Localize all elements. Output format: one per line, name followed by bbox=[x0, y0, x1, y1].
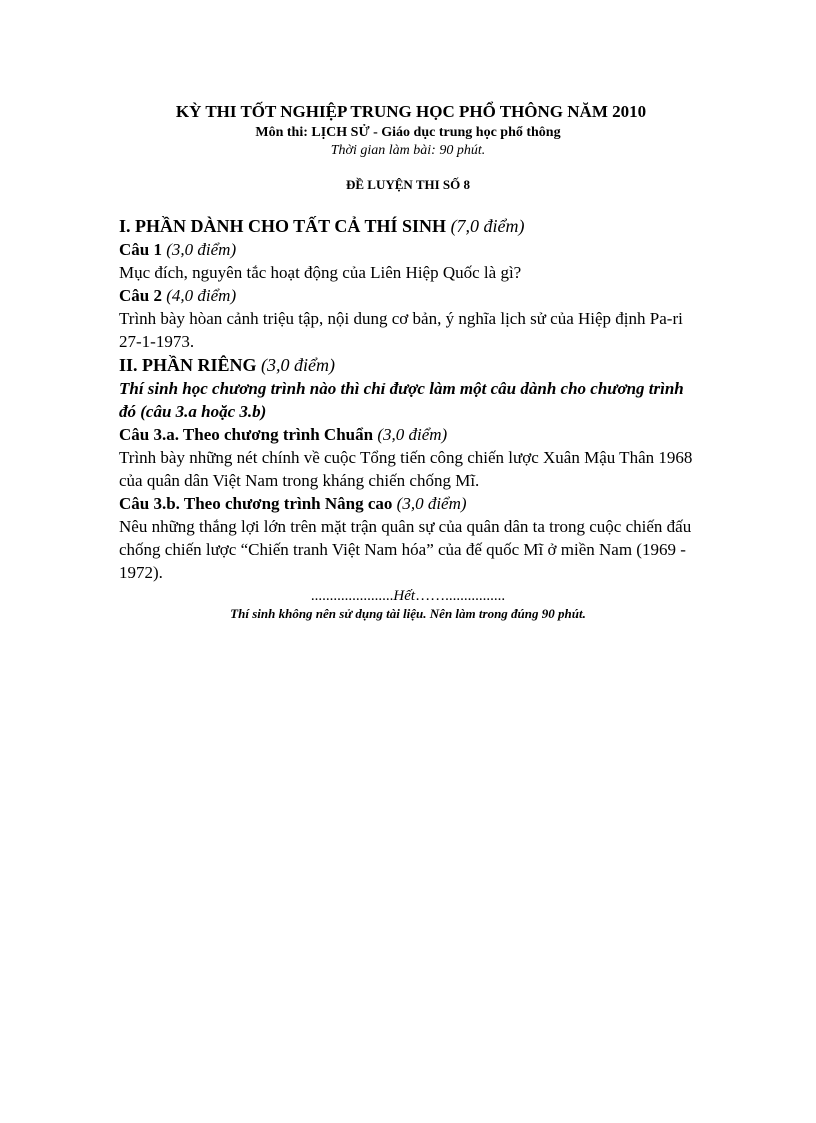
practice-exam-title: ĐỀ LUYỆN THI SỐ 8 bbox=[345, 177, 470, 192]
question-1-text: Mục đích, nguyên tắc hoạt động của Liên Hiệp Quốc là gì? bbox=[119, 263, 522, 282]
question-3b-heading bbox=[119, 492, 704, 515]
time-limit: Thời gian làm bài: 90 phút. bbox=[330, 143, 486, 158]
question-1-points: (3,0 điểm) bbox=[166, 240, 237, 259]
end-word: Hết bbox=[393, 588, 416, 604]
question-3b-points: (3,0 điểm) bbox=[396, 494, 467, 513]
question-2-label: Câu 2 bbox=[119, 286, 162, 305]
end-marker bbox=[0, 587, 816, 605]
end-dots-right: ……................ bbox=[415, 588, 506, 604]
question-2-points: (4,0 điểm) bbox=[166, 286, 237, 305]
section-elective-heading bbox=[119, 353, 704, 377]
question-3a-points: (3,0 điểm) bbox=[377, 425, 448, 444]
question-3a-heading bbox=[119, 423, 704, 446]
question-2-heading bbox=[119, 284, 704, 307]
question-1-label: Câu 1 bbox=[119, 240, 162, 259]
question-2-text: Trình bày hòan cảnh triệu tập, nội dung cơ bản, ý nghĩa lịch sử của Hiệp định Pa-ri 27-1-1973. bbox=[119, 309, 683, 351]
section-common-title: I. PHẦN DÀNH CHO TẤT CẢ THÍ SINH bbox=[119, 216, 447, 236]
question-3a-text: Trình bày những nét chính về cuộc Tổng tiến công chiến lược Xuân Mậu Thân 1968 của quân dân Việt Nam trong kháng chiến chống Mĩ. bbox=[119, 448, 693, 490]
section-elective-instruction: Thí sinh học chương trình nào thì chỉ được làm một câu dành cho chương trình đó (câu 3.a hoặc 3.b) bbox=[119, 379, 684, 421]
question-3b-text: Nêu những thắng lợi lớn trên mặt trận quân sự của quân dân ta trong cuộc chiến đấu chống chiến lược “Chiến tranh Việt Nam hóa” của đế quốc Mĩ ở miền Nam (1969 - 1972). bbox=[119, 517, 692, 582]
section-common-points: (7,0 điểm) bbox=[450, 216, 525, 236]
section-elective-points: (3,0 điểm) bbox=[261, 355, 335, 375]
question-1-heading bbox=[119, 238, 704, 261]
section-elective-title: II. PHẦN RIÊNG bbox=[119, 355, 257, 375]
question-3b-label: Câu 3.b. Theo chương trình Nâng cao bbox=[119, 494, 393, 513]
exam-title: KỲ THI TỐT NGHIỆP TRUNG HỌC PHỔ THÔNG NĂM 2010 bbox=[175, 102, 647, 121]
footer-note: Thí sinh không nên sử dụng tài liệu. Nên làm trong đúng 90 phút. bbox=[230, 606, 586, 621]
end-dots-left: ...................... bbox=[310, 588, 394, 604]
section-common-heading bbox=[119, 214, 704, 238]
exam-header bbox=[0, 100, 816, 194]
exam-body bbox=[119, 214, 704, 584]
exam-footer bbox=[0, 587, 816, 623]
question-3a-label: Câu 3.a. Theo chương trình Chuẩn bbox=[119, 425, 374, 444]
subject-line: Môn thi: LỊCH SỬ - Giáo dục trung học phổ thông bbox=[255, 125, 561, 140]
